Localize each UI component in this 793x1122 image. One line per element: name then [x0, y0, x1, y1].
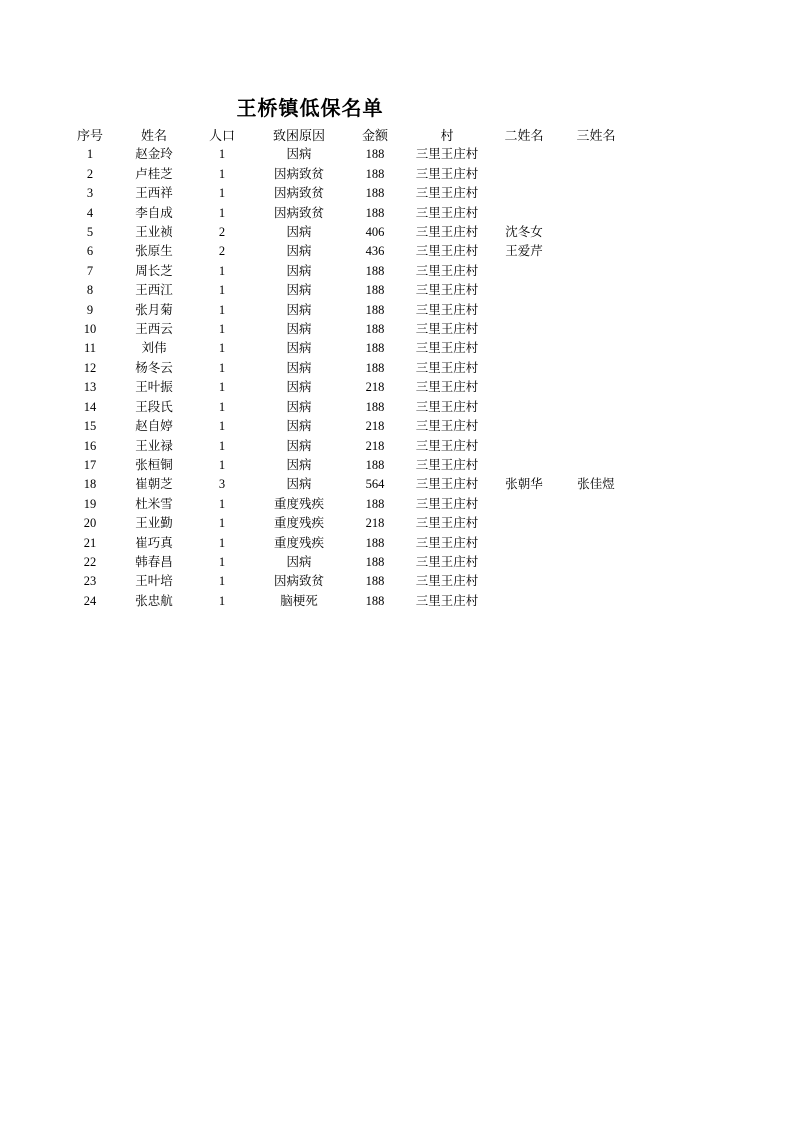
cell-seq: 20 — [83, 516, 97, 531]
cell-name: 卢桂芝 — [135, 166, 173, 181]
cell-name: 崔巧真 — [135, 535, 173, 550]
cell-name: 刘伟 — [141, 341, 167, 356]
cell-name3 — [560, 281, 632, 300]
cell-name: 张原生 — [135, 244, 173, 259]
cell-population: 1 — [218, 205, 226, 220]
cell-village: 三里王庄村 — [415, 147, 479, 162]
table-row — [62, 281, 632, 300]
cell-name3 — [560, 553, 632, 572]
table-row — [62, 145, 632, 164]
cell-village: 三里王庄村 — [415, 438, 479, 453]
cell-seq: 18 — [83, 477, 97, 492]
cell-name2 — [488, 320, 560, 339]
cell-cause: 因病致贫 — [273, 205, 324, 220]
cell-amount: 188 — [365, 205, 385, 220]
cell-amount: 188 — [365, 302, 385, 317]
cell-population: 1 — [218, 186, 226, 201]
column-header-name3: 三姓名 — [576, 128, 616, 143]
cell-seq: 23 — [83, 574, 97, 589]
cell-village: 三里王庄村 — [415, 535, 479, 550]
cell-amount: 188 — [365, 283, 385, 298]
cell-name3 — [560, 262, 632, 281]
cell-name3 — [560, 320, 632, 339]
cell-amount: 218 — [365, 438, 385, 453]
cell-village: 三里王庄村 — [415, 263, 479, 278]
cell-seq: 9 — [86, 302, 94, 317]
column-header-amount: 金额 — [361, 128, 388, 143]
low-income-roster-table — [62, 126, 632, 611]
table-row — [62, 320, 632, 339]
cell-amount: 188 — [365, 457, 385, 472]
cell-cause: 因病 — [286, 302, 312, 317]
cell-name: 杨冬云 — [135, 360, 173, 375]
table-header — [62, 126, 632, 145]
cell-name3 — [560, 145, 632, 164]
cell-cause: 重度残疾 — [273, 516, 324, 531]
cell-name2 — [488, 301, 560, 320]
cell-name3 — [560, 534, 632, 553]
cell-name2 — [488, 572, 560, 591]
cell-name: 李自成 — [135, 205, 173, 220]
table-row — [62, 514, 632, 533]
cell-name2 — [488, 359, 560, 378]
cell-cause: 因病 — [286, 147, 312, 162]
cell-population: 1 — [218, 496, 226, 511]
cell-village: 三里王庄村 — [415, 419, 479, 434]
table-row — [62, 223, 632, 242]
page-title: 王桥镇低保名单 — [236, 96, 384, 120]
cell-population: 1 — [218, 438, 226, 453]
cell-amount: 436 — [365, 244, 385, 259]
cell-cause: 因病 — [286, 438, 312, 453]
cell-name2 — [488, 592, 560, 611]
table-row — [62, 437, 632, 456]
cell-amount: 188 — [365, 554, 385, 569]
cell-name2 — [488, 456, 560, 475]
cell-village: 三里王庄村 — [415, 399, 479, 414]
cell-name: 崔朝芝 — [135, 477, 173, 492]
cell-village: 三里王庄村 — [415, 283, 479, 298]
table-row — [62, 165, 632, 184]
cell-village: 三里王庄村 — [415, 360, 479, 375]
cell-name3 — [560, 165, 632, 184]
cell-village: 三里王庄村 — [415, 496, 479, 511]
cell-population: 1 — [218, 574, 226, 589]
cell-village: 三里王庄村 — [415, 516, 479, 531]
cell-name: 王业禄 — [135, 438, 173, 453]
cell-name3 — [560, 339, 632, 358]
cell-name3 — [560, 514, 632, 533]
cell-name: 王西云 — [135, 322, 173, 337]
cell-name2 — [488, 398, 560, 417]
cell-village: 三里王庄村 — [415, 302, 479, 317]
cell-name2 — [488, 553, 560, 572]
cell-name: 张桓铜 — [135, 457, 173, 472]
cell-cause: 因病 — [286, 322, 312, 337]
cell-seq: 12 — [83, 360, 97, 375]
cell-population: 1 — [218, 166, 226, 181]
cell-cause: 因病 — [286, 263, 312, 278]
cell-name2 — [488, 184, 560, 203]
cell-name2 — [488, 204, 560, 223]
cell-name: 王西江 — [135, 283, 173, 298]
column-header-cause: 致困原因 — [272, 128, 325, 143]
cell-name: 赵金玲 — [135, 147, 173, 162]
cell-name: 韩春昌 — [135, 554, 173, 569]
cell-amount: 188 — [365, 166, 385, 181]
table-row — [62, 572, 632, 591]
cell-amount: 188 — [365, 593, 385, 608]
table-row — [62, 534, 632, 553]
cell-population: 1 — [218, 322, 226, 337]
cell-name2 — [488, 495, 560, 514]
cell-village: 三里王庄村 — [415, 477, 479, 492]
table-body — [62, 145, 632, 611]
cell-name2 — [488, 514, 560, 533]
cell-name3: 张佳煜 — [577, 477, 615, 492]
cell-amount: 188 — [365, 263, 385, 278]
cell-cause: 因病 — [286, 457, 312, 472]
cell-cause: 因病 — [286, 419, 312, 434]
cell-name: 赵自婷 — [135, 419, 173, 434]
cell-name3 — [560, 378, 632, 397]
table-row — [62, 378, 632, 397]
cell-cause: 脑梗死 — [280, 593, 318, 608]
table-row — [62, 475, 632, 494]
cell-name: 王西祥 — [135, 186, 173, 201]
cell-village: 三里王庄村 — [415, 186, 479, 201]
cell-seq: 19 — [83, 496, 97, 511]
cell-population: 1 — [218, 516, 226, 531]
cell-seq: 1 — [86, 147, 94, 162]
cell-population: 3 — [218, 477, 226, 492]
cell-village: 三里王庄村 — [415, 574, 479, 589]
cell-amount: 188 — [365, 322, 385, 337]
cell-population: 2 — [218, 244, 226, 259]
cell-name2 — [488, 262, 560, 281]
cell-seq: 21 — [83, 535, 97, 550]
cell-name3 — [560, 301, 632, 320]
cell-village: 三里王庄村 — [415, 205, 479, 220]
cell-amount: 218 — [365, 380, 385, 395]
column-header-name: 姓名 — [140, 128, 167, 143]
cell-amount: 188 — [365, 399, 385, 414]
cell-name2: 张朝华 — [505, 477, 543, 492]
cell-name2 — [488, 437, 560, 456]
cell-cause: 因病 — [286, 244, 312, 259]
cell-cause: 因病 — [286, 399, 312, 414]
cell-cause: 因病 — [286, 360, 312, 375]
cell-name3 — [560, 184, 632, 203]
cell-name3 — [560, 572, 632, 591]
cell-name2 — [488, 165, 560, 184]
cell-amount: 218 — [365, 516, 385, 531]
table-row — [62, 301, 632, 320]
cell-name3 — [560, 592, 632, 611]
cell-name2 — [488, 281, 560, 300]
cell-population: 1 — [218, 341, 226, 356]
cell-seq: 11 — [83, 341, 97, 356]
cell-amount: 188 — [365, 360, 385, 375]
cell-cause: 因病致贫 — [273, 574, 324, 589]
cell-village: 三里王庄村 — [415, 593, 479, 608]
cell-cause: 因病 — [286, 225, 312, 240]
cell-village: 三里王庄村 — [415, 554, 479, 569]
cell-population: 1 — [218, 535, 226, 550]
cell-name3 — [560, 495, 632, 514]
cell-population: 1 — [218, 283, 226, 298]
cell-name2: 王爱芹 — [505, 244, 543, 259]
cell-cause: 重度残疾 — [273, 496, 324, 511]
cell-seq: 10 — [83, 322, 97, 337]
cell-seq: 7 — [86, 263, 94, 278]
table-row — [62, 339, 632, 358]
cell-cause: 重度残疾 — [273, 535, 324, 550]
column-header-name2: 二姓名 — [504, 128, 544, 143]
cell-village: 三里王庄村 — [415, 244, 479, 259]
cell-cause: 因病 — [286, 341, 312, 356]
cell-name: 王业祯 — [135, 225, 173, 240]
cell-village: 三里王庄村 — [415, 166, 479, 181]
cell-name: 王业勤 — [135, 516, 173, 531]
cell-village: 三里王庄村 — [415, 380, 479, 395]
cell-name2 — [488, 145, 560, 164]
cell-seq: 24 — [83, 593, 97, 608]
table-row — [62, 204, 632, 223]
cell-amount: 188 — [365, 186, 385, 201]
table-row — [62, 184, 632, 203]
cell-cause: 因病致贫 — [273, 186, 324, 201]
cell-name3 — [560, 398, 632, 417]
cell-population: 1 — [218, 593, 226, 608]
cell-population: 1 — [218, 554, 226, 569]
cell-name3 — [560, 437, 632, 456]
table-row — [62, 417, 632, 436]
cell-name3 — [560, 242, 632, 261]
table-row — [62, 456, 632, 475]
cell-name: 王叶振 — [135, 380, 173, 395]
cell-village: 三里王庄村 — [415, 225, 479, 240]
cell-population: 1 — [218, 399, 226, 414]
cell-cause: 因病 — [286, 380, 312, 395]
cell-seq: 15 — [83, 419, 97, 434]
cell-name2 — [488, 378, 560, 397]
cell-population: 1 — [218, 457, 226, 472]
cell-name2 — [488, 417, 560, 436]
table-row — [62, 495, 632, 514]
cell-amount: 406 — [365, 225, 385, 240]
cell-village: 三里王庄村 — [415, 341, 479, 356]
table-row — [62, 398, 632, 417]
cell-name: 王叶培 — [135, 574, 173, 589]
cell-amount: 188 — [365, 574, 385, 589]
cell-amount: 188 — [365, 535, 385, 550]
cell-cause: 因病 — [286, 283, 312, 298]
cell-seq: 22 — [83, 554, 97, 569]
table-row — [62, 592, 632, 611]
cell-population: 1 — [218, 380, 226, 395]
table-header-row — [62, 126, 632, 145]
cell-amount: 188 — [365, 496, 385, 511]
cell-seq: 3 — [86, 186, 94, 201]
cell-cause: 因病 — [286, 554, 312, 569]
cell-name: 王段氏 — [135, 399, 173, 414]
cell-name3 — [560, 359, 632, 378]
cell-name2 — [488, 534, 560, 553]
table-row — [62, 262, 632, 281]
column-header-population: 人口 — [208, 128, 235, 143]
cell-seq: 13 — [83, 380, 97, 395]
cell-amount: 188 — [365, 341, 385, 356]
cell-seq: 6 — [86, 244, 94, 259]
cell-name: 周长芝 — [135, 263, 173, 278]
cell-seq: 5 — [86, 225, 94, 240]
cell-village: 三里王庄村 — [415, 457, 479, 472]
cell-village: 三里王庄村 — [415, 322, 479, 337]
column-header-seq: 序号 — [76, 128, 103, 143]
cell-amount: 564 — [365, 477, 385, 492]
cell-name2: 沈冬女 — [505, 225, 543, 240]
cell-seq: 14 — [83, 399, 97, 414]
cell-name: 杜米雪 — [135, 496, 173, 511]
cell-name: 张月菊 — [135, 302, 173, 317]
cell-population: 1 — [218, 419, 226, 434]
cell-name: 张忠航 — [135, 593, 173, 608]
cell-population: 1 — [218, 302, 226, 317]
cell-population: 1 — [218, 360, 226, 375]
cell-cause: 因病 — [286, 477, 312, 492]
cell-population: 2 — [218, 225, 226, 240]
column-header-village: 村 — [440, 128, 454, 143]
table-row — [62, 553, 632, 572]
cell-seq: 17 — [83, 457, 97, 472]
cell-amount: 218 — [365, 419, 385, 434]
cell-seq: 2 — [86, 166, 94, 181]
cell-name2 — [488, 339, 560, 358]
cell-seq: 4 — [86, 205, 94, 220]
cell-population: 1 — [218, 263, 226, 278]
cell-seq: 16 — [83, 438, 97, 453]
cell-amount: 188 — [365, 147, 385, 162]
table-row — [62, 359, 632, 378]
cell-name3 — [560, 456, 632, 475]
cell-name3 — [560, 204, 632, 223]
table-row — [62, 242, 632, 261]
cell-seq: 8 — [86, 283, 94, 298]
cell-name3 — [560, 223, 632, 242]
cell-cause: 因病致贫 — [273, 166, 324, 181]
cell-population: 1 — [218, 147, 226, 162]
cell-name3 — [560, 417, 632, 436]
